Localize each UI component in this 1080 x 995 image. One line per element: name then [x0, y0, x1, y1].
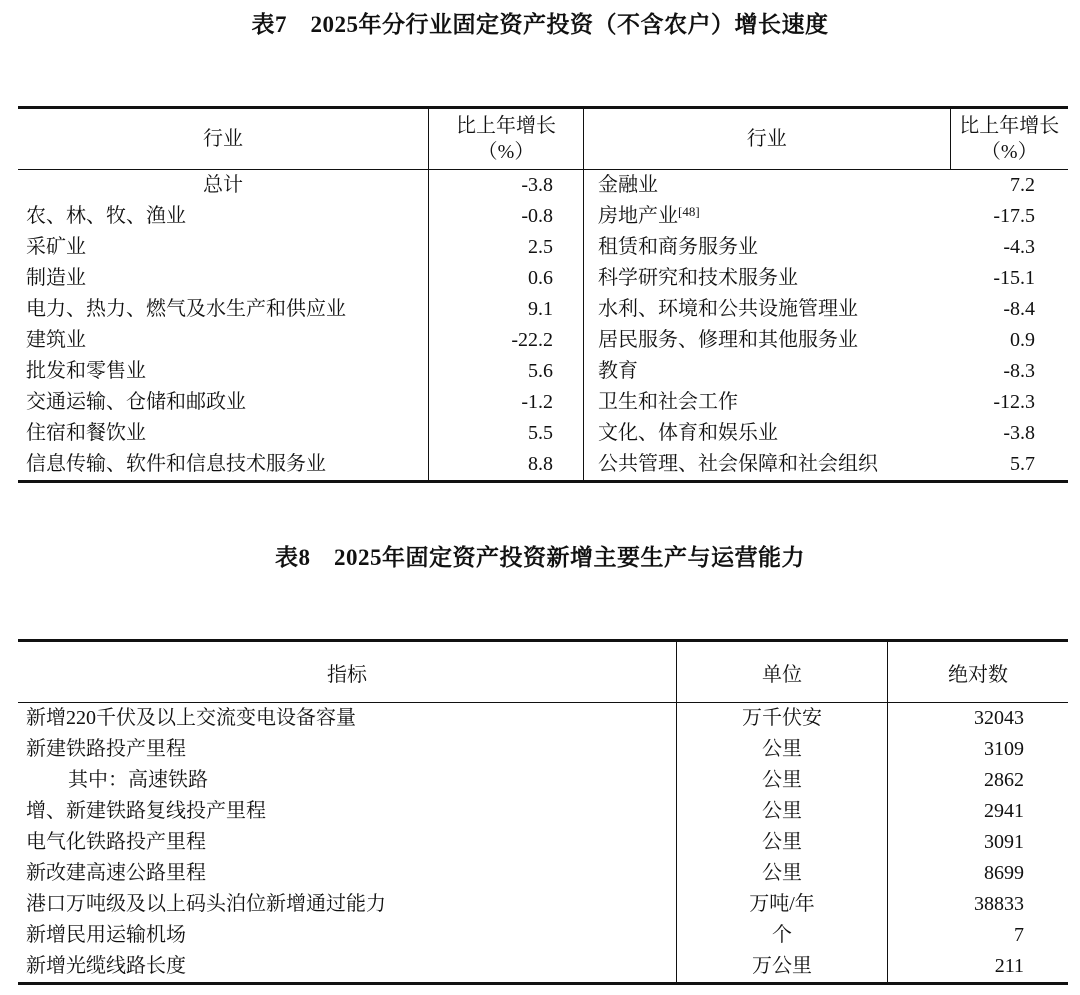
- growth-value: -0.8: [429, 201, 584, 232]
- industry-name: 住宿和餐饮业: [18, 418, 429, 449]
- industry-growth-table: [18, 106, 1068, 483]
- industry-name: 交通运输、仓储和邮政业: [18, 387, 429, 418]
- unit-value: 公里: [677, 765, 888, 796]
- growth-value: 0.6: [429, 263, 584, 294]
- industry-name-cell: [584, 201, 951, 232]
- table7-title: 表7 2025年分行业固定资产投资（不含农户）增长速度: [251, 12, 829, 37]
- growth-value: -8.3: [1003, 360, 1035, 382]
- growth-value: -8.4: [1003, 298, 1035, 320]
- industry-name: 卫生和社会工作: [598, 391, 738, 413]
- unit-value: 万公里: [677, 951, 888, 984]
- absolute-value: 32043: [974, 707, 1024, 729]
- table-row: [18, 703, 1068, 735]
- table-row: [18, 387, 1068, 418]
- indicator-name: 电气化铁路投产里程: [18, 827, 677, 858]
- industry-name: 建筑业: [18, 325, 429, 356]
- growth-value: -15.1: [993, 267, 1035, 289]
- header-industry-right: 行业: [584, 108, 951, 170]
- indicator-name: 港口万吨级及以上码头泊位新增通过能力: [18, 889, 677, 920]
- growth-value: -3.8: [429, 170, 584, 202]
- table-row: [18, 827, 1068, 858]
- growth-value: 8.8: [429, 449, 584, 482]
- absolute-value: 38833: [974, 893, 1024, 915]
- table-row: [18, 170, 1068, 202]
- growth-value: 9.1: [429, 294, 584, 325]
- absolute-value: 211: [994, 955, 1024, 977]
- industry-name: 采矿业: [18, 232, 429, 263]
- indicator-name: 其中：高速铁路: [18, 765, 677, 796]
- growth-value: -17.5: [993, 205, 1035, 227]
- header-industry-left: 行业: [18, 108, 429, 170]
- indicator-name: 新建铁路投产里程: [18, 734, 677, 765]
- indicator-name: 新增光缆线路长度: [18, 951, 677, 984]
- industry-name: 租赁和商务服务业: [598, 236, 758, 258]
- industry-name: 制造业: [18, 263, 429, 294]
- industry-name: 科学研究和技术服务业: [598, 267, 798, 289]
- table-row: [18, 201, 1068, 232]
- industry-name: 文化、体育和娱乐业: [598, 422, 778, 444]
- unit-value: 个: [677, 920, 888, 951]
- growth-value: 5.5: [429, 418, 584, 449]
- indicator-name: 新增民用运输机场: [18, 920, 677, 951]
- table-row: [18, 765, 1068, 796]
- growth-value: 5.6: [429, 356, 584, 387]
- unit-value: 公里: [677, 858, 888, 889]
- table-header-row: [18, 108, 1068, 170]
- growth-value: -1.2: [429, 387, 584, 418]
- absolute-value: 7: [1014, 924, 1024, 946]
- header-growth-line1: 比上年增长: [456, 115, 556, 137]
- unit-value: 万吨/年: [677, 889, 888, 920]
- table-row: [18, 889, 1068, 920]
- unit-value: 公里: [677, 734, 888, 765]
- growth-value: 7.2: [1010, 174, 1035, 196]
- header-growth-line2: （%）: [980, 141, 1038, 163]
- industry-name: 电力、热力、燃气及水生产和供应业: [18, 294, 429, 325]
- absolute-value: 3109: [984, 738, 1024, 760]
- growth-value: -4.3: [1003, 236, 1035, 258]
- absolute-value: 2941: [984, 800, 1024, 822]
- header-unit: 单位: [677, 641, 888, 703]
- growth-value: -22.2: [429, 325, 584, 356]
- header-indicator: 指标: [18, 641, 677, 703]
- unit-value: 公里: [677, 796, 888, 827]
- indicator-name: 新改建高速公路里程: [18, 858, 677, 889]
- table-row: [18, 449, 1068, 482]
- table-row: [18, 796, 1068, 827]
- header-absolute: 绝对数: [888, 641, 1069, 703]
- industry-name: 居民服务、修理和其他服务业: [598, 329, 858, 351]
- table-row: [18, 418, 1068, 449]
- unit-value: 万千伏安: [677, 703, 888, 735]
- absolute-value: 3091: [984, 831, 1024, 853]
- table-row: [18, 858, 1068, 889]
- table-row: [18, 294, 1068, 325]
- industry-name: 总计: [18, 170, 429, 202]
- industry-name: 教育: [598, 360, 638, 382]
- absolute-value: 2862: [984, 769, 1024, 791]
- industry-name: 农、林、牧、渔业: [18, 201, 429, 232]
- table-row: [18, 263, 1068, 294]
- growth-value: 2.5: [429, 232, 584, 263]
- growth-value: 0.9: [1010, 329, 1035, 351]
- table-row: [18, 356, 1068, 387]
- header-growth-right: [950, 108, 1068, 170]
- table-row: [18, 734, 1068, 765]
- growth-value: -12.3: [993, 391, 1035, 413]
- unit-value: 公里: [677, 827, 888, 858]
- indicator-name: 新增220千伏及以上交流变电设备容量: [18, 703, 677, 735]
- footnote-ref[interactable]: [48]: [678, 204, 700, 219]
- industry-name: 公共管理、社会保障和社会组织: [598, 453, 878, 475]
- industry-name: 批发和零售业: [18, 356, 429, 387]
- industry-name: 房地产业: [598, 205, 678, 227]
- absolute-value: 8699: [984, 862, 1024, 884]
- growth-value: -3.8: [1003, 422, 1035, 444]
- table-row: [18, 325, 1068, 356]
- growth-value: 5.7: [1010, 453, 1035, 475]
- header-growth-left: [429, 108, 584, 170]
- capacity-table: [18, 639, 1068, 985]
- table-header-row: [18, 641, 1068, 703]
- industry-name: 水利、环境和公共设施管理业: [598, 298, 858, 320]
- header-growth-line2: （%）: [477, 141, 535, 163]
- header-growth-line1: 比上年增长: [959, 115, 1060, 137]
- indicator-name: 增、新建铁路复线投产里程: [18, 796, 677, 827]
- table-row: [18, 232, 1068, 263]
- table-row: [18, 951, 1068, 984]
- table-row: [18, 920, 1068, 951]
- industry-name: 金融业: [598, 174, 658, 196]
- table8-title: 表8 2025年固定资产投资新增主要生产与运营能力: [275, 545, 805, 570]
- industry-name: 信息传输、软件和信息技术服务业: [18, 449, 429, 482]
